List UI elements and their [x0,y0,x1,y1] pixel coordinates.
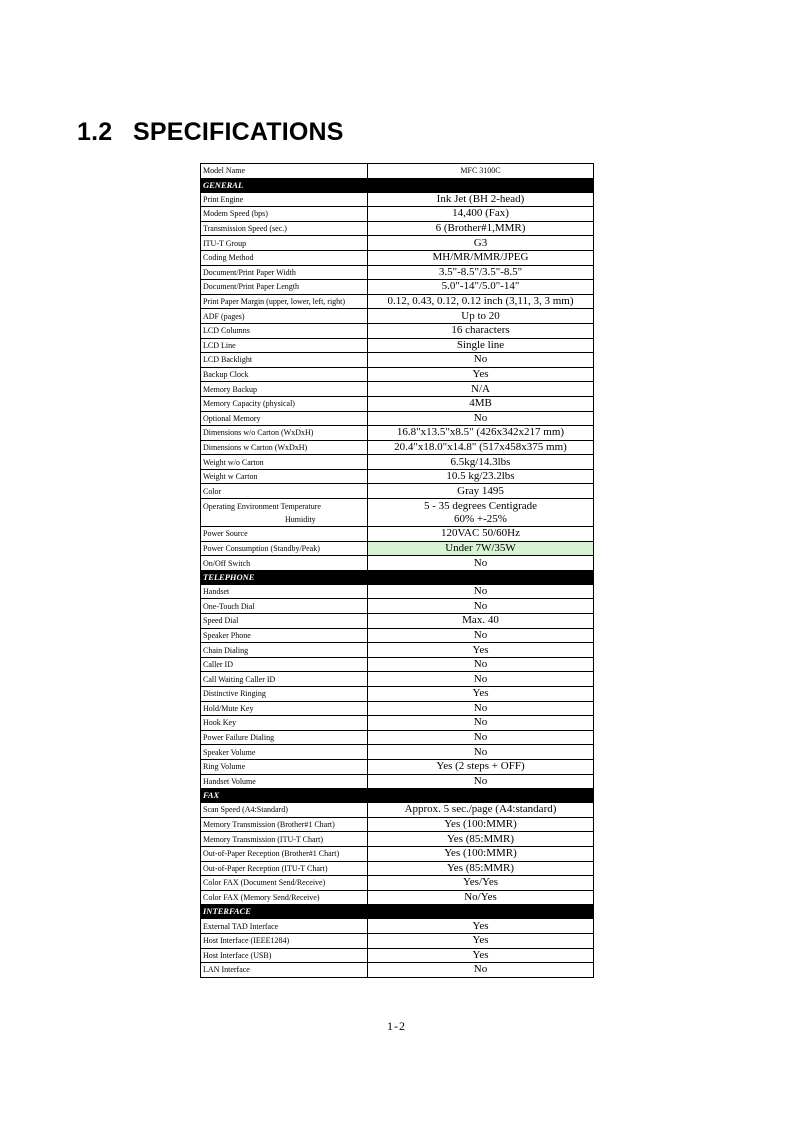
spec-row [201,643,594,658]
spec-label: ADF (pages) [201,309,368,324]
spec-label: Power Consumption (Standby/Peak) [201,541,368,556]
spec-value: Up to 20 [368,309,594,324]
spec-row [201,919,594,934]
spec-row [201,745,594,760]
spec-label: One-Touch Dial [201,599,368,614]
spec-value: No [368,628,594,643]
spec-value: Gray 1495 [368,484,594,499]
spec-value: No [368,584,594,599]
spec-value: Single line [368,338,594,353]
section-title: INTERFACE [201,905,594,919]
spec-label: External TAD Interface [201,919,368,934]
section-header-fax [201,789,594,803]
spec-row [201,484,594,499]
spec-row [201,527,594,542]
spec-value: 5.0"-14"/5.0"-14" [368,280,594,295]
spec-label: Memory Transmission (ITU-T Chart) [201,832,368,847]
section-header-general [201,178,594,192]
spec-value: 4MB [368,396,594,411]
spec-row [201,382,594,397]
spec-value: No [368,774,594,789]
spec-row [201,803,594,818]
spec-label: Ring Volume [201,759,368,774]
spec-value: 16.8"x13.5"x8.5" (426x342x217 mm) [368,426,594,441]
spec-label: Transmission Speed (sec.) [201,221,368,236]
spec-value: No [368,963,594,978]
spec-label: Speaker Volume [201,745,368,760]
spec-label: Memory Backup [201,382,368,397]
spec-row [201,323,594,338]
model-label: Model Name [201,164,368,179]
specifications-table [200,163,594,978]
spec-value: N/A [368,382,594,397]
spec-row [201,701,594,716]
spec-label: LCD Line [201,338,368,353]
spec-label: Distinctive Ringing [201,687,368,702]
section-title: GENERAL [201,178,594,192]
spec-value: 6.5kg/14.3lbs [368,455,594,470]
spec-value: No [368,730,594,745]
spec-label: Document/Print Paper Length [201,280,368,295]
spec-value: Yes (85:MMR) [368,861,594,876]
spec-row [201,353,594,368]
spec-label: ITU-T Group [201,236,368,251]
spec-value: 120VAC 50/60Hz [368,527,594,542]
spec-value: No [368,745,594,760]
spec-label: Coding Method [201,250,368,265]
spec-value: Yes [368,687,594,702]
spec-row [201,250,594,265]
spec-label: Power Source [201,527,368,542]
spec-value: Yes [368,919,594,934]
spec-row [201,265,594,280]
spec-value: 20.4"x18.0"x14.8" (517x458x375 mm) [368,440,594,455]
spec-row [201,628,594,643]
spec-value: Yes/Yes [368,876,594,891]
spec-label: Out-of-Paper Reception (Brother#1 Chart) [201,846,368,861]
spec-row [201,846,594,861]
spec-value [368,499,594,527]
spec-label: Optional Memory [201,411,368,426]
spec-label: Backup Clock [201,367,368,382]
spec-row [201,280,594,295]
spec-row [201,440,594,455]
spec-label: Weight w/o Carton [201,455,368,470]
spec-value: Yes (100:MMR) [368,846,594,861]
spec-label: Scan Speed (A4:Standard) [201,803,368,818]
section-title: TELEPHONE [201,570,594,584]
spec-row [201,716,594,731]
spec-value: 0.12, 0.43, 0.12, 0.12 inch (3,11, 3, 3 mm) [368,294,594,309]
spec-value: 16 characters [368,323,594,338]
spec-row [201,367,594,382]
spec-value: No [368,672,594,687]
spec-value: Yes (85:MMR) [368,832,594,847]
spec-value: 14,400 (Fax) [368,207,594,222]
spec-row [201,426,594,441]
spec-value: No [368,353,594,368]
spec-row [201,817,594,832]
spec-label: LAN Interface [201,963,368,978]
spec-label: On/Off Switch [201,556,368,571]
spec-row [201,672,594,687]
spec-value: Approx. 5 sec./page (A4:standard) [368,803,594,818]
spec-row [201,584,594,599]
spec-label: Print Engine [201,192,368,207]
section-number: 1.2 [77,118,113,146]
spec-value: No [368,556,594,571]
spec-label: Call Waiting Caller ID [201,672,368,687]
spec-label [201,499,368,527]
spec-value: No [368,599,594,614]
spec-row [201,396,594,411]
spec-value: 10.5 kg/23.2lbs [368,469,594,484]
spec-label: Power Failure Dialing [201,730,368,745]
spec-label: Memory Capacity (physical) [201,396,368,411]
spec-row [201,657,594,672]
spec-value: Yes [368,643,594,658]
spec-label: Color FAX (Memory Send/Receive) [201,890,368,905]
spec-label: Speed Dial [201,614,368,629]
spec-label: Handset Volume [201,774,368,789]
spec-label: Dimensions w/o Carton (WxDxH) [201,426,368,441]
spec-row [201,455,594,470]
spec-label: Out-of-Paper Reception (ITU-T Chart) [201,861,368,876]
spec-row [201,730,594,745]
spec-value: MH/MR/MMR/JPEG [368,250,594,265]
spec-row [201,499,594,527]
spec-value: No [368,701,594,716]
spec-label: Memory Transmission (Brother#1 Chart) [201,817,368,832]
spec-row [201,599,594,614]
spec-row [201,192,594,207]
section-header-telephone [201,570,594,584]
spec-row [201,774,594,789]
spec-label: Handset [201,584,368,599]
spec-value: Yes (2 steps + OFF) [368,759,594,774]
spec-value: No [368,716,594,731]
page-number: 1-2 [387,1019,406,1033]
spec-value: No/Yes [368,890,594,905]
spec-row [201,294,594,309]
spec-label: Hook Key [201,716,368,731]
spec-row [201,411,594,426]
spec-value: Yes [368,948,594,963]
spec-label: Chain Dialing [201,643,368,658]
spec-row [201,948,594,963]
spec-label: LCD Backlight [201,353,368,368]
spec-value: No [368,411,594,426]
spec-row [201,338,594,353]
section-header-interface [201,905,594,919]
spec-row [201,614,594,629]
spec-row [201,556,594,571]
spec-label: Host Interface (IEEE1284) [201,933,368,948]
spec-row [201,861,594,876]
spec-row [201,832,594,847]
section-title: FAX [201,789,594,803]
spec-value: G3 [368,236,594,251]
spec-value: Yes (100:MMR) [368,817,594,832]
spec-value: No [368,657,594,672]
spec-value-line-1: 5 - 35 degrees Centigrade [423,499,537,512]
spec-label: Color FAX (Document Send/Receive) [201,876,368,891]
spec-label: Dimensions w Carton (WxDxH) [201,440,368,455]
spec-row [201,309,594,324]
spec-label: Host Interface (USB) [201,948,368,963]
spec-row [201,221,594,236]
spec-label: Print Paper Margin (upper, lower, left, right) [201,294,368,309]
spec-row [201,541,594,556]
spec-value: Max. 40 [368,614,594,629]
spec-label: Hold/Mute Key [201,701,368,716]
spec-row [201,890,594,905]
spec-value-line-2: 60% +-25% [454,512,507,525]
spec-row [201,876,594,891]
model-row [201,164,594,179]
spec-label: Caller ID [201,657,368,672]
spec-label-line-1: Operating Environment Temperature [203,501,321,511]
spec-row [201,469,594,484]
spec-row [201,963,594,978]
spec-row [201,687,594,702]
spec-label: Color [201,484,368,499]
spec-row [201,933,594,948]
spec-row [201,207,594,222]
page-title [77,116,344,148]
model-value: MFC 3100C [368,164,594,179]
spec-value: Yes [368,933,594,948]
section-title: SPECIFICATIONS [133,118,344,146]
spec-label-line-2: Humidity [285,514,316,524]
spec-value: Ink Jet (BH 2-head) [368,192,594,207]
spec-row [201,236,594,251]
spec-label: Weight w Carton [201,469,368,484]
spec-label: Modem Speed (bps) [201,207,368,222]
spec-label: LCD Columns [201,323,368,338]
spec-value: Yes [368,367,594,382]
spec-label: Speaker Phone [201,628,368,643]
spec-label: Document/Print Paper Width [201,265,368,280]
spec-value: Under 7W/35W [368,541,594,556]
spec-value: 6 (Brother#1,MMR) [368,221,594,236]
spec-row [201,759,594,774]
spec-value: 3.5"-8.5"/3.5"-8.5" [368,265,594,280]
